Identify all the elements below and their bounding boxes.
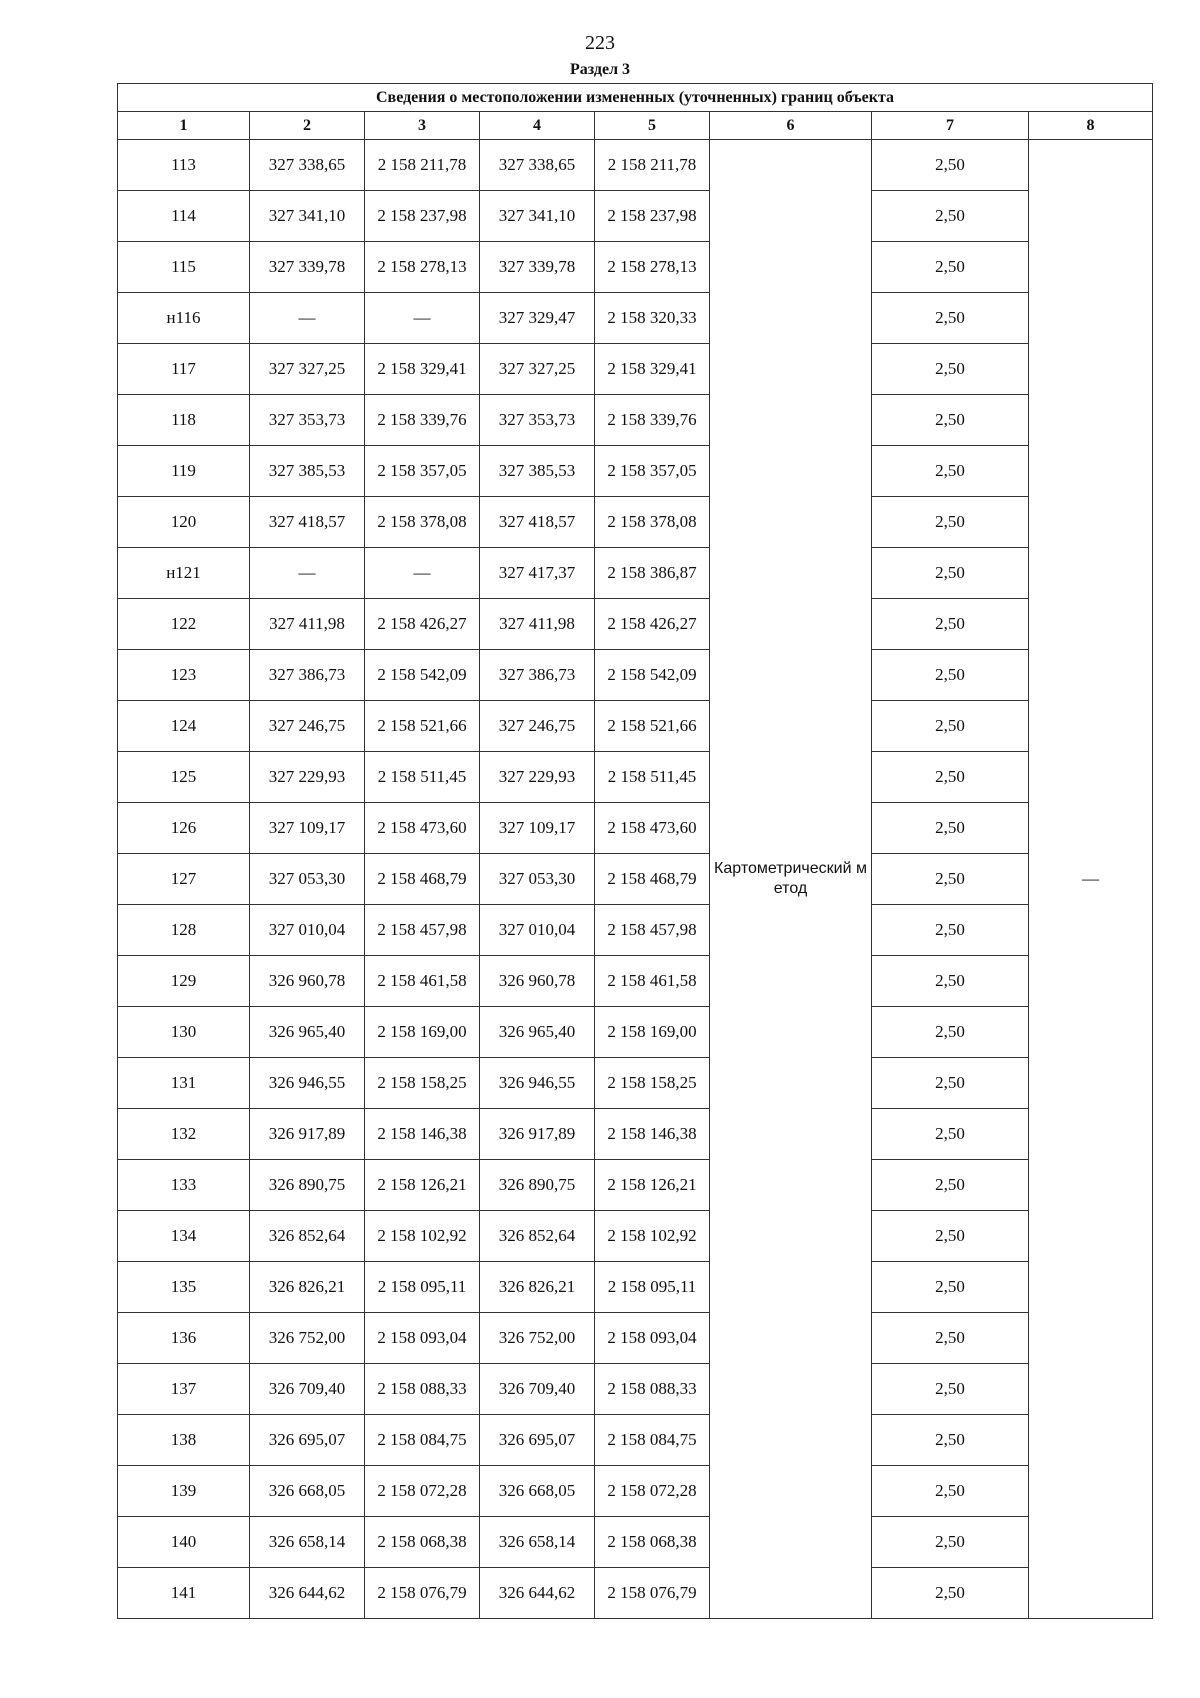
point-number-cell: 126 [118, 803, 250, 854]
old-y-cell: 2 158 468,79 [365, 854, 480, 905]
old-x-cell: 326 644,62 [250, 1568, 365, 1619]
new-y-cell: 2 158 426,27 [595, 599, 710, 650]
table-row [118, 446, 1153, 497]
old-y-cell: 2 158 169,00 [365, 1007, 480, 1058]
new-x-cell: 326 695,07 [480, 1415, 595, 1466]
point-number-cell: 141 [118, 1568, 250, 1619]
point-number-cell: 113 [118, 140, 250, 191]
new-x-cell: 326 917,89 [480, 1109, 595, 1160]
new-x-cell: 327 418,57 [480, 497, 595, 548]
point-number-cell: 114 [118, 191, 250, 242]
old-y-cell: 2 158 093,04 [365, 1313, 480, 1364]
point-number-cell: 135 [118, 1262, 250, 1313]
new-x-cell: 327 246,75 [480, 701, 595, 752]
new-x-cell: 326 658,14 [480, 1517, 595, 1568]
new-x-cell: 327 411,98 [480, 599, 595, 650]
new-x-cell: 327 417,37 [480, 548, 595, 599]
old-y-cell: 2 158 237,98 [365, 191, 480, 242]
column-number: 6 [710, 112, 872, 140]
table-row [118, 650, 1153, 701]
accuracy-cell: 2,50 [872, 752, 1029, 803]
old-y-cell: 2 158 146,38 [365, 1109, 480, 1160]
table-row [118, 1160, 1153, 1211]
point-number-cell: 119 [118, 446, 250, 497]
accuracy-cell: 2,50 [872, 548, 1029, 599]
old-y-cell: 2 158 095,11 [365, 1262, 480, 1313]
new-y-cell: 2 158 126,21 [595, 1160, 710, 1211]
accuracy-cell: 2,50 [872, 497, 1029, 548]
point-number-cell: 124 [118, 701, 250, 752]
point-number-cell: н116 [118, 293, 250, 344]
coordinates-table [117, 83, 1153, 1619]
new-y-cell: 2 158 339,76 [595, 395, 710, 446]
new-y-cell: 2 158 511,45 [595, 752, 710, 803]
old-x-cell: 327 385,53 [250, 446, 365, 497]
accuracy-cell: 2,50 [872, 1160, 1029, 1211]
table-row [118, 497, 1153, 548]
old-x-cell: 326 752,00 [250, 1313, 365, 1364]
new-x-cell: 327 053,30 [480, 854, 595, 905]
new-y-cell: 2 158 521,66 [595, 701, 710, 752]
new-y-cell: 2 158 473,60 [595, 803, 710, 854]
point-number-cell: 139 [118, 1466, 250, 1517]
accuracy-cell: 2,50 [872, 854, 1029, 905]
old-x-cell: 326 965,40 [250, 1007, 365, 1058]
table-row [118, 1517, 1153, 1568]
table-row [118, 1058, 1153, 1109]
point-number-cell: 128 [118, 905, 250, 956]
new-x-cell: 327 329,47 [480, 293, 595, 344]
old-y-cell: 2 158 473,60 [365, 803, 480, 854]
page-number: 223 [585, 32, 615, 54]
column-number: 1 [118, 112, 250, 140]
new-x-cell: 327 327,25 [480, 344, 595, 395]
old-x-cell: 327 341,10 [250, 191, 365, 242]
new-y-cell: 2 158 169,00 [595, 1007, 710, 1058]
old-x-cell: 327 418,57 [250, 497, 365, 548]
new-y-cell: 2 158 378,08 [595, 497, 710, 548]
table-row [118, 752, 1153, 803]
old-y-cell: 2 158 457,98 [365, 905, 480, 956]
new-y-cell: 2 158 095,11 [595, 1262, 710, 1313]
old-x-cell: 326 852,64 [250, 1211, 365, 1262]
old-x-cell: 326 709,40 [250, 1364, 365, 1415]
point-number-cell: 132 [118, 1109, 250, 1160]
new-x-cell: 326 965,40 [480, 1007, 595, 1058]
accuracy-cell: 2,50 [872, 293, 1029, 344]
old-x-cell: 327 246,75 [250, 701, 365, 752]
table-row [118, 905, 1153, 956]
table-row [118, 1109, 1153, 1160]
old-x-cell: 327 338,65 [250, 140, 365, 191]
new-y-cell: 2 158 146,38 [595, 1109, 710, 1160]
old-x-cell: 326 695,07 [250, 1415, 365, 1466]
new-y-cell: 2 158 093,04 [595, 1313, 710, 1364]
old-y-cell: 2 158 126,21 [365, 1160, 480, 1211]
new-x-cell: 327 385,53 [480, 446, 595, 497]
column-number: 2 [250, 112, 365, 140]
table-row [118, 803, 1153, 854]
column-8-cell: — [1029, 140, 1153, 1619]
new-y-cell: 2 158 237,98 [595, 191, 710, 242]
point-number-cell: 115 [118, 242, 250, 293]
old-x-cell: — [250, 293, 365, 344]
old-x-cell: 327 109,17 [250, 803, 365, 854]
new-x-cell: 327 339,78 [480, 242, 595, 293]
table-row [118, 140, 1153, 191]
accuracy-cell: 2,50 [872, 803, 1029, 854]
accuracy-cell: 2,50 [872, 140, 1029, 191]
old-y-cell: 2 158 542,09 [365, 650, 480, 701]
new-y-cell: 2 158 084,75 [595, 1415, 710, 1466]
point-number-cell: 117 [118, 344, 250, 395]
old-y-cell: 2 158 211,78 [365, 140, 480, 191]
old-y-cell: 2 158 426,27 [365, 599, 480, 650]
column-number: 5 [595, 112, 710, 140]
new-y-cell: 2 158 386,87 [595, 548, 710, 599]
point-number-cell: 118 [118, 395, 250, 446]
new-y-cell: 2 158 461,58 [595, 956, 710, 1007]
point-number-cell: 138 [118, 1415, 250, 1466]
column-number: 4 [480, 112, 595, 140]
old-x-cell: 327 010,04 [250, 905, 365, 956]
old-y-cell: 2 158 278,13 [365, 242, 480, 293]
table-row [118, 344, 1153, 395]
old-x-cell: 327 229,93 [250, 752, 365, 803]
column-number: 8 [1029, 112, 1153, 140]
old-y-cell: 2 158 102,92 [365, 1211, 480, 1262]
accuracy-cell: 2,50 [872, 1211, 1029, 1262]
table-row [118, 242, 1153, 293]
new-x-cell: 326 852,64 [480, 1211, 595, 1262]
accuracy-cell: 2,50 [872, 1517, 1029, 1568]
accuracy-cell: 2,50 [872, 1058, 1029, 1109]
point-number-cell: 127 [118, 854, 250, 905]
old-y-cell: 2 158 521,66 [365, 701, 480, 752]
new-x-cell: 326 644,62 [480, 1568, 595, 1619]
table-row [118, 1568, 1153, 1619]
old-y-cell: 2 158 357,05 [365, 446, 480, 497]
table-row [118, 293, 1153, 344]
point-number-cell: 136 [118, 1313, 250, 1364]
new-x-cell: 326 890,75 [480, 1160, 595, 1211]
old-y-cell: 2 158 072,28 [365, 1466, 480, 1517]
table-row [118, 599, 1153, 650]
old-x-cell: 326 946,55 [250, 1058, 365, 1109]
table-caption: Сведения о местоположении измененных (уточненных) границ объекта [118, 84, 1153, 112]
accuracy-cell: 2,50 [872, 1262, 1029, 1313]
table-row [118, 956, 1153, 1007]
point-number-cell: 133 [118, 1160, 250, 1211]
new-x-cell: 326 709,40 [480, 1364, 595, 1415]
old-y-cell: — [365, 293, 480, 344]
point-number-cell: 122 [118, 599, 250, 650]
old-x-cell: 327 353,73 [250, 395, 365, 446]
table-row [118, 854, 1153, 905]
accuracy-cell: 2,50 [872, 956, 1029, 1007]
old-x-cell: 327 411,98 [250, 599, 365, 650]
old-y-cell: 2 158 068,38 [365, 1517, 480, 1568]
old-x-cell: 326 960,78 [250, 956, 365, 1007]
table-row [118, 548, 1153, 599]
accuracy-cell: 2,50 [872, 1568, 1029, 1619]
new-y-cell: 2 158 158,25 [595, 1058, 710, 1109]
method-cell: Картометрический метод [710, 140, 872, 1619]
table-row [118, 1313, 1153, 1364]
new-y-cell: 2 158 468,79 [595, 854, 710, 905]
old-y-cell: 2 158 158,25 [365, 1058, 480, 1109]
old-x-cell: 327 327,25 [250, 344, 365, 395]
accuracy-cell: 2,50 [872, 1364, 1029, 1415]
new-x-cell: 327 341,10 [480, 191, 595, 242]
new-y-cell: 2 158 457,98 [595, 905, 710, 956]
table-row [118, 1364, 1153, 1415]
old-x-cell: 327 386,73 [250, 650, 365, 701]
new-x-cell: 327 229,93 [480, 752, 595, 803]
table-row [118, 191, 1153, 242]
accuracy-cell: 2,50 [872, 395, 1029, 446]
point-number-cell: 129 [118, 956, 250, 1007]
table-row [118, 1466, 1153, 1517]
table-row [118, 395, 1153, 446]
new-y-cell: 2 158 088,33 [595, 1364, 710, 1415]
accuracy-cell: 2,50 [872, 242, 1029, 293]
new-y-cell: 2 158 102,92 [595, 1211, 710, 1262]
new-y-cell: 2 158 320,33 [595, 293, 710, 344]
accuracy-cell: 2,50 [872, 599, 1029, 650]
point-number-cell: 130 [118, 1007, 250, 1058]
accuracy-cell: 2,50 [872, 1415, 1029, 1466]
table-row [118, 1415, 1153, 1466]
point-number-cell: 120 [118, 497, 250, 548]
new-x-cell: 327 109,17 [480, 803, 595, 854]
new-x-cell: 326 752,00 [480, 1313, 595, 1364]
old-x-cell: 326 668,05 [250, 1466, 365, 1517]
old-x-cell: 327 053,30 [250, 854, 365, 905]
point-number-cell: 125 [118, 752, 250, 803]
old-x-cell: 326 658,14 [250, 1517, 365, 1568]
new-y-cell: 2 158 278,13 [595, 242, 710, 293]
new-y-cell: 2 158 357,05 [595, 446, 710, 497]
new-x-cell: 327 010,04 [480, 905, 595, 956]
table-row [118, 1211, 1153, 1262]
accuracy-cell: 2,50 [872, 446, 1029, 497]
accuracy-cell: 2,50 [872, 191, 1029, 242]
new-y-cell: 2 158 542,09 [595, 650, 710, 701]
column-number: 3 [365, 112, 480, 140]
new-x-cell: 327 353,73 [480, 395, 595, 446]
old-y-cell: 2 158 329,41 [365, 344, 480, 395]
point-number-cell: 137 [118, 1364, 250, 1415]
accuracy-cell: 2,50 [872, 344, 1029, 395]
column-number: 7 [872, 112, 1029, 140]
new-y-cell: 2 158 076,79 [595, 1568, 710, 1619]
new-x-cell: 327 386,73 [480, 650, 595, 701]
point-number-cell: 134 [118, 1211, 250, 1262]
old-y-cell: 2 158 378,08 [365, 497, 480, 548]
old-y-cell: 2 158 461,58 [365, 956, 480, 1007]
new-y-cell: 2 158 068,38 [595, 1517, 710, 1568]
table-body [118, 140, 1153, 1619]
old-y-cell: 2 158 511,45 [365, 752, 480, 803]
new-y-cell: 2 158 072,28 [595, 1466, 710, 1517]
old-y-cell: 2 158 339,76 [365, 395, 480, 446]
table-row [118, 1007, 1153, 1058]
old-x-cell: 327 339,78 [250, 242, 365, 293]
column-number-row [118, 112, 1153, 140]
accuracy-cell: 2,50 [872, 1007, 1029, 1058]
old-x-cell: 326 890,75 [250, 1160, 365, 1211]
old-x-cell: 326 826,21 [250, 1262, 365, 1313]
accuracy-cell: 2,50 [872, 701, 1029, 752]
accuracy-cell: 2,50 [872, 650, 1029, 701]
old-y-cell: 2 158 076,79 [365, 1568, 480, 1619]
new-x-cell: 326 826,21 [480, 1262, 595, 1313]
point-number-cell: 123 [118, 650, 250, 701]
point-number-cell: н121 [118, 548, 250, 599]
new-x-cell: 326 946,55 [480, 1058, 595, 1109]
new-x-cell: 326 668,05 [480, 1466, 595, 1517]
new-y-cell: 2 158 329,41 [595, 344, 710, 395]
accuracy-cell: 2,50 [872, 905, 1029, 956]
table-row [118, 1262, 1153, 1313]
section-title: Раздел 3 [569, 61, 631, 78]
new-x-cell: 326 960,78 [480, 956, 595, 1007]
old-x-cell: — [250, 548, 365, 599]
new-x-cell: 327 338,65 [480, 140, 595, 191]
table-row [118, 701, 1153, 752]
old-y-cell: 2 158 084,75 [365, 1415, 480, 1466]
old-x-cell: 326 917,89 [250, 1109, 365, 1160]
point-number-cell: 131 [118, 1058, 250, 1109]
accuracy-cell: 2,50 [872, 1466, 1029, 1517]
point-number-cell: 140 [118, 1517, 250, 1568]
accuracy-cell: 2,50 [872, 1109, 1029, 1160]
old-y-cell: — [365, 548, 480, 599]
new-y-cell: 2 158 211,78 [595, 140, 710, 191]
accuracy-cell: 2,50 [872, 1313, 1029, 1364]
old-y-cell: 2 158 088,33 [365, 1364, 480, 1415]
